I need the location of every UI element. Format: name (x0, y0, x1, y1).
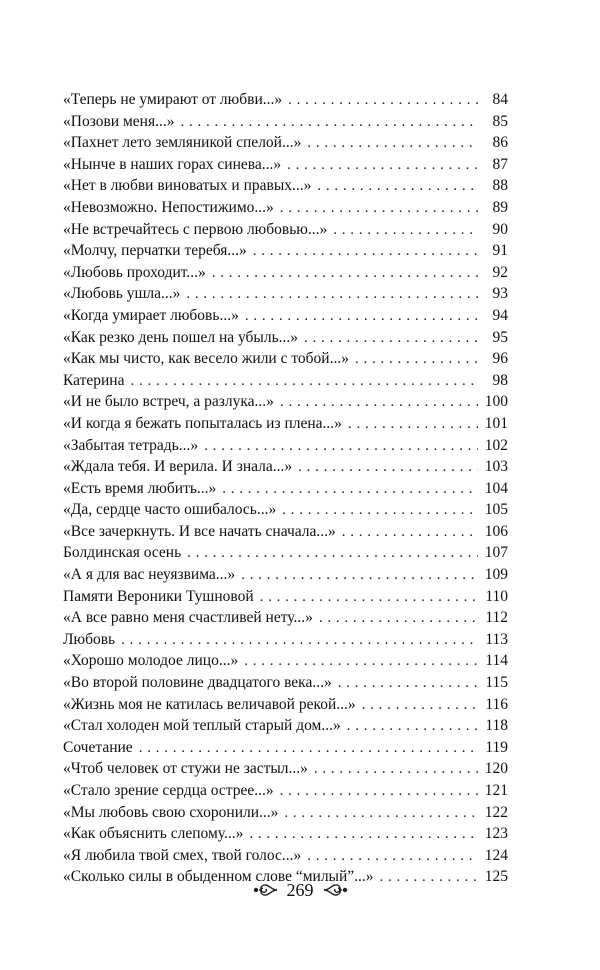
dot-leader (253, 241, 478, 263)
toc-entry-title: «И не было встреч, а разлука...» (63, 393, 274, 411)
toc-entry-title: «Теперь не умирают от любви...» (63, 91, 283, 108)
toc-entry-title: «А все равно меня счастливей нету...» (63, 609, 313, 627)
table-of-contents (63, 89, 508, 888)
dot-leader (314, 759, 478, 781)
toc-entry-page: 114 (485, 652, 508, 670)
toc-entry (63, 629, 508, 651)
toc-entry-title: «Да, сердце часто ошибалось...» (63, 501, 277, 519)
dot-leader (280, 781, 478, 803)
toc-entry (63, 780, 508, 802)
toc-entry-title: «Как резко день пошел на убыль...» (63, 328, 299, 346)
toc-entry (63, 219, 508, 241)
toc-entry-title: «Стало зрение сердца острее...» (63, 782, 274, 799)
toc-entry (63, 823, 508, 845)
dot-leader (319, 608, 478, 630)
toc-entry (63, 564, 508, 586)
toc-entry-title: «Как объяснить слепому...» (63, 825, 244, 843)
toc-entry-page: 89 (492, 198, 508, 216)
toc-entry-title: «Я любила твой смех, твой голос...» (63, 846, 302, 864)
toc-entry-title: «Позови меня...» (63, 112, 175, 130)
toc-entry-page: 85 (492, 112, 508, 130)
toc-entry-page: 106 (484, 522, 508, 540)
page-number: 269 (286, 880, 314, 900)
toc-entry-page: 116 (485, 695, 508, 713)
toc-entry-page: 88 (492, 177, 508, 195)
toc-entry-page: 96 (492, 350, 508, 368)
toc-entry-page: 105 (484, 501, 508, 519)
toc-entry-title: «Когда умирает любовь...» (63, 306, 239, 324)
toc-entry-title: «Все зачеркнуть. И все начать сначала...» (63, 522, 336, 540)
toc-entry-title: «А я для вас неуязвима...» (63, 566, 236, 584)
toc-entry-page: 94 (492, 306, 508, 324)
toc-entry-page: 109 (484, 566, 508, 584)
toc-entry-page: 125 (484, 868, 508, 886)
dot-leader (307, 133, 478, 155)
toc-entry (63, 478, 508, 500)
dot-leader (121, 630, 478, 652)
toc-entry-page: 107 (484, 544, 508, 562)
toc-entry (63, 305, 508, 327)
toc-entry-title: «Не встречайтесь с первою любовью...» (63, 220, 328, 238)
toc-entry (63, 694, 508, 716)
toc-entry-title: «Есть время любить...» (63, 479, 217, 497)
toc-entry (63, 845, 508, 867)
toc-entry (63, 650, 508, 672)
dot-leader (307, 846, 478, 868)
toc-entry-title: «Жизнь моя не катилась величавой рекой...» (63, 695, 356, 713)
dot-leader (333, 220, 478, 242)
dot-leader (282, 500, 478, 522)
toc-entry-page: 86 (492, 134, 508, 152)
toc-entry-title: «Стал холоден мой теплый старый дом...» (63, 717, 341, 735)
toc-entry-page: 101 (484, 414, 508, 432)
toc-entry (63, 370, 508, 392)
toc-entry (63, 175, 508, 197)
toc-entry (63, 132, 508, 154)
toc-entry-page: 102 (484, 436, 508, 454)
toc-entry-page: 121 (484, 782, 508, 799)
toc-entry-title: «Любовь проходит...» (63, 263, 206, 281)
page-footer (0, 880, 600, 900)
toc-entry-page: 120 (484, 760, 508, 778)
toc-entry-title: Любовь (63, 630, 116, 648)
toc-entry-page: 124 (484, 846, 508, 864)
toc-entry-title: Сочетание (63, 738, 133, 756)
toc-entry-title: «Нынче в наших горах синева...» (63, 155, 282, 173)
toc-entry (63, 111, 508, 133)
dot-leader (348, 414, 478, 436)
toc-entry-title: «Пахнет лето земляникой спелой...» (63, 134, 302, 152)
toc-entry-page: 87 (492, 155, 508, 173)
dot-leader (338, 673, 478, 695)
dot-leader (222, 479, 478, 501)
fleuron-left-icon (251, 882, 279, 898)
toc-entry-page: 119 (485, 738, 508, 756)
toc-entry (63, 283, 508, 305)
toc-entry-page: 84 (492, 91, 508, 108)
toc-entry (63, 262, 508, 284)
dot-leader (280, 198, 478, 220)
toc-entry (63, 715, 508, 737)
toc-entry-page: 115 (485, 674, 508, 692)
toc-entry-page: 110 (485, 587, 508, 605)
toc-entry-title: «Как мы чисто, как весело жили с тобой...» (63, 350, 349, 368)
dot-leader (131, 371, 479, 393)
toc-entry-title: Болдинская осень (63, 544, 182, 562)
dot-leader (284, 803, 478, 825)
toc-entry (63, 499, 508, 521)
toc-entry (63, 413, 508, 435)
dot-leader (288, 90, 478, 112)
toc-entry (63, 89, 508, 111)
dot-leader (139, 738, 478, 760)
toc-entry-title: «Во второй половине двадцатого века...» (63, 674, 332, 692)
toc-entry (63, 435, 508, 457)
toc-entry-page: 118 (485, 717, 508, 735)
dot-leader (204, 436, 478, 458)
dot-leader (249, 824, 478, 846)
dot-leader (245, 306, 478, 328)
toc-entry-title: «Ждала тебя. И верила. И знала...» (63, 458, 293, 476)
toc-entry (63, 197, 508, 219)
toc-entry-title: «Нет в любви виноватых и правых...» (63, 177, 312, 195)
dot-leader (304, 328, 478, 350)
dot-leader (212, 263, 478, 285)
dot-leader (298, 457, 478, 479)
toc-entry (63, 240, 508, 262)
toc-entry-title: «Хорошо молодое лицо...» (63, 652, 239, 670)
dot-leader (241, 565, 478, 587)
toc-entry-page: 100 (484, 393, 508, 411)
dot-leader (244, 651, 478, 673)
dot-leader (347, 716, 478, 738)
toc-entry-page: 113 (485, 630, 508, 648)
toc-entry-title: «Любовь ушла...» (63, 285, 181, 303)
toc-entry-title: «Чтоб человек от стужи не застыл...» (63, 760, 308, 778)
toc-entry-page: 98 (492, 371, 508, 389)
toc-entry-page: 92 (492, 263, 508, 281)
toc-entry-page: 95 (492, 328, 508, 346)
toc-entry-page: 93 (492, 285, 508, 303)
toc-entry (63, 391, 508, 413)
dot-leader (280, 392, 478, 414)
toc-entry-page: 122 (484, 803, 508, 821)
toc-entry (63, 586, 508, 608)
toc-entry-page: 91 (492, 242, 508, 260)
toc-entry (63, 672, 508, 694)
toc-entry-title: «И когда я бежать попыталась из плена...» (63, 414, 342, 432)
dot-leader (362, 695, 478, 717)
toc-entry-title: «Забытая тетрадь...» (63, 436, 199, 454)
dot-leader (287, 155, 478, 177)
dot-leader (187, 543, 478, 565)
toc-entry (63, 542, 508, 564)
toc-entry-title: «Мы любовь свою схоронили...» (63, 803, 279, 821)
dot-leader (260, 587, 478, 609)
toc-entry-title: «Невозможно. Непостижимо...» (63, 198, 274, 216)
toc-entry (63, 348, 508, 370)
toc-entry-title: Катерина (63, 371, 125, 389)
toc-entry (63, 802, 508, 824)
toc-entry-title: «Молчу, перчатки теребя...» (63, 242, 247, 260)
toc-entry-page: 112 (485, 609, 508, 627)
toc-entry-page: 90 (492, 220, 508, 238)
toc-entry (63, 758, 508, 780)
toc-entry-page: 103 (484, 458, 508, 476)
dot-leader (186, 284, 478, 306)
toc-entry (63, 521, 508, 543)
toc-entry-title: Памяти Вероники Тушновой (63, 587, 254, 605)
toc-entry-title: «Сколько силы в обыденном слове “милый”...» (63, 868, 374, 886)
toc-entry (63, 607, 508, 629)
dot-leader (180, 112, 478, 134)
toc-entry (63, 737, 508, 759)
toc-entry-page: 104 (484, 479, 508, 497)
toc-entry-page: 123 (484, 825, 508, 843)
dot-leader (317, 176, 478, 198)
toc-entry (63, 154, 508, 176)
dot-leader (342, 522, 478, 544)
toc-entry (63, 456, 508, 478)
toc-entry (63, 327, 508, 349)
dot-leader (355, 349, 478, 371)
fleuron-right-icon (322, 882, 350, 898)
